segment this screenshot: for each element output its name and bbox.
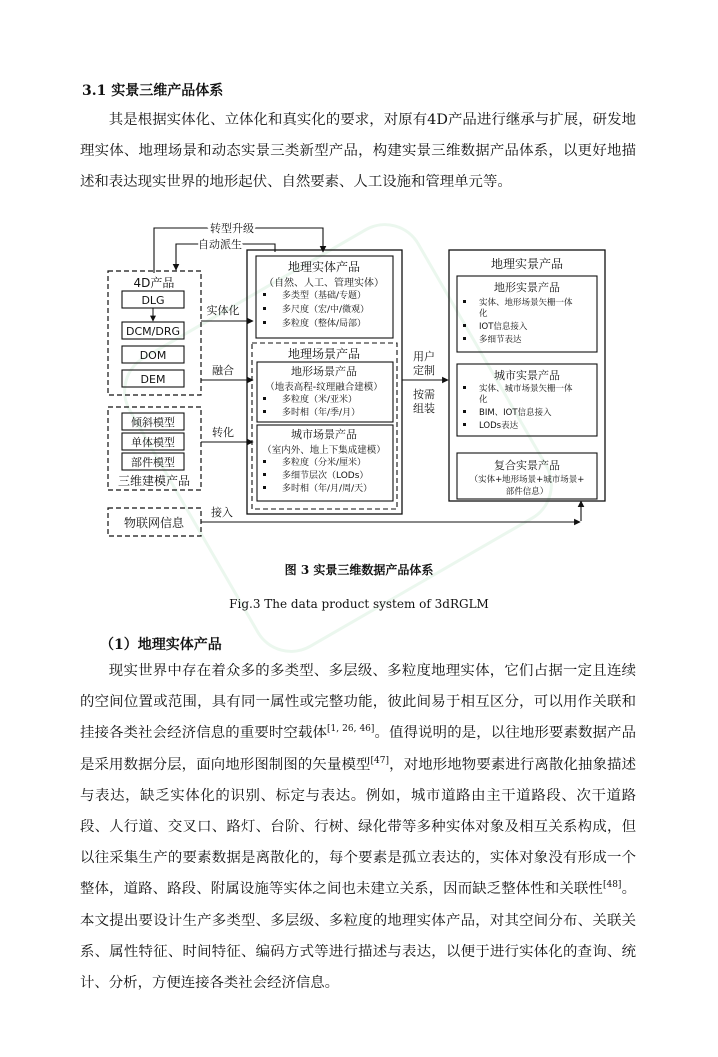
terrain-scene-subtitle: （地表高程-纹理融合建模） xyxy=(265,382,383,393)
oblique-model-label: 倾斜模型 xyxy=(131,416,175,429)
city-scene-bullet-3: 多时相（年/月/周/天） xyxy=(282,484,373,494)
terrain-scene-bullet-2: 多时相（年/季/月） xyxy=(282,408,361,418)
figure-caption-cn: 图 3 实景三维数据产品体系 xyxy=(284,563,434,577)
terrain-scene-title: 地形场景产品 xyxy=(291,365,357,378)
terrain-reality-bullet-2: IOT信息接入 xyxy=(479,322,528,332)
citation-2[interactable]: [47] xyxy=(370,755,390,766)
body-text-1: 现实世界中存在着众多的多类型、多层级、多粒度地理实体，它们占据一定且连续的空间位置或范围，具有同一属性或完整功能，彼此间易于相互区分，可以用作关联和挂接各类社会经济信息的重要时空载体 xyxy=(80,663,636,742)
geo-entity-title: 地理实体产品 xyxy=(287,260,361,274)
city-scene-subtitle: （室内外、地上下集成建模） xyxy=(262,445,386,456)
body-text-3: ，对地形地物要素进行离散化抽象描述与表达，缺乏实体化的识别、标定与表达。例如，城市道路由主干道路段、次干道路段、人行道、交叉口、路灯、台阶、行树、绿化带等多种实体对象及相互关系构成，但以往采集生产的要素数据是离散化的，每个要素是孤立表达的，实体对象没有形成一个整体，道路、路段、附属设施等实体之间也未建立关系，因而缺乏整体性和关联性 xyxy=(80,756,636,898)
city-scene-title: 城市场景产品 xyxy=(291,428,357,441)
custom-label-2: 定制 xyxy=(413,364,435,377)
body-text-4: 。本文提出要设计生产多类型、多层级、多粒度的地理实体产品，对其空间分布、关联关系、属性特征、时间特征、编码方式等进行描述与表达，以便于进行实体化的查询、统计、分析，方便连接各类社会经济信息。 xyxy=(80,881,636,992)
terrain-scene-bullet-1: 多粒度（米/亚米） xyxy=(282,395,358,405)
custom-label-1: 用户 xyxy=(413,350,435,363)
composite-reality-title: 复合实景产品 xyxy=(494,459,560,472)
part-model-label: 部件模型 xyxy=(131,456,175,469)
access-edge-label: 接入 xyxy=(211,506,233,519)
geo-entity-bullet-1: 多类型（基础/专题） xyxy=(282,291,367,301)
dlg-label: DLG xyxy=(141,294,165,307)
geo-scene-title: 地理场景产品 xyxy=(287,347,361,361)
city-reality-bullet-3: LODs表达 xyxy=(479,421,519,431)
terrain-reality-bullet-1b: 化 xyxy=(479,309,488,319)
product-system-diagram xyxy=(0,210,718,550)
city-scene-bullet-1: 多粒度（分米/厘米） xyxy=(282,458,367,468)
reality-title: 地理实景产品 xyxy=(490,257,564,271)
intro-paragraph: 其是根据实体化、立体化和真实化的要求，对原有4D产品进行继承与扩展，研发地理实体、地理场景和动态实景三类新型产品，构建实景三维数据产品体系，以更好地描述和表达现实世界的地形起伏、自然要素、人工设施和管理单元等。 xyxy=(80,112,636,190)
citation-3[interactable]: [48] xyxy=(602,880,622,891)
city-reality-bullet-1a: 实体、城市场景矢栅一体 xyxy=(479,384,573,394)
city-scene-bullet-2: 多细节层次（LODs） xyxy=(282,471,369,481)
modeling-title: 三维建模产品 xyxy=(117,474,191,488)
convert-edge-label: 转化 xyxy=(212,426,234,439)
geo-entity-bullet-2: 多尺度（宏/中/微观） xyxy=(282,305,370,315)
citation-1[interactable]: [1, 26, 46] xyxy=(327,724,375,735)
composite-reality-line-1: （实体+地形场景+城市场景+ xyxy=(469,475,585,485)
section-title: 3.1 实景三维产品体系 xyxy=(82,83,224,99)
iot-label: 物联网信息 xyxy=(123,516,185,530)
terrain-reality-title: 地形实景产品 xyxy=(494,281,560,294)
upgrade-label: 转型升级 xyxy=(210,222,254,235)
city-reality-title: 城市实景产品 xyxy=(494,369,560,382)
city-reality-bullet-2: BIM、IOT信息接入 xyxy=(479,408,552,418)
figure-caption-en: Fig.3 The data product system of 3dRGLM xyxy=(229,597,489,611)
body-text-2: 。值得说明的是，以往地形要素数据产品是采用数据分层，面向地形图制图的矢量模型 xyxy=(80,725,636,773)
four-d-title: 4D产品 xyxy=(133,276,175,290)
subsection-title: （1）地理实体产品 xyxy=(100,637,222,653)
assemble-label-2: 组装 xyxy=(413,402,435,415)
dom-label: DOM xyxy=(139,349,167,362)
terrain-reality-bullet-1a: 实体、地形场景矢栅一体 xyxy=(479,298,573,308)
single-model-label: 单体模型 xyxy=(131,436,175,449)
derive-label: 自动派生 xyxy=(198,238,242,251)
assemble-label-1: 按需 xyxy=(413,388,435,401)
body-paragraph xyxy=(80,656,636,999)
city-reality-bullet-1b: 化 xyxy=(479,395,488,405)
fusion-edge-label: 融合 xyxy=(212,364,234,377)
dcm-drg-label: DCM/DRG xyxy=(126,325,180,338)
geo-entity-bullet-3: 多粒度（整体/局部） xyxy=(282,319,367,329)
dem-label: DEM xyxy=(140,373,166,386)
geo-entity-subtitle: （自然、人工、管理实体） xyxy=(264,278,384,289)
composite-reality-line-2: 部件信息） xyxy=(505,487,549,497)
terrain-reality-bullet-3: 多细节表达 xyxy=(479,335,522,345)
entity-edge-label: 实体化 xyxy=(206,304,240,317)
